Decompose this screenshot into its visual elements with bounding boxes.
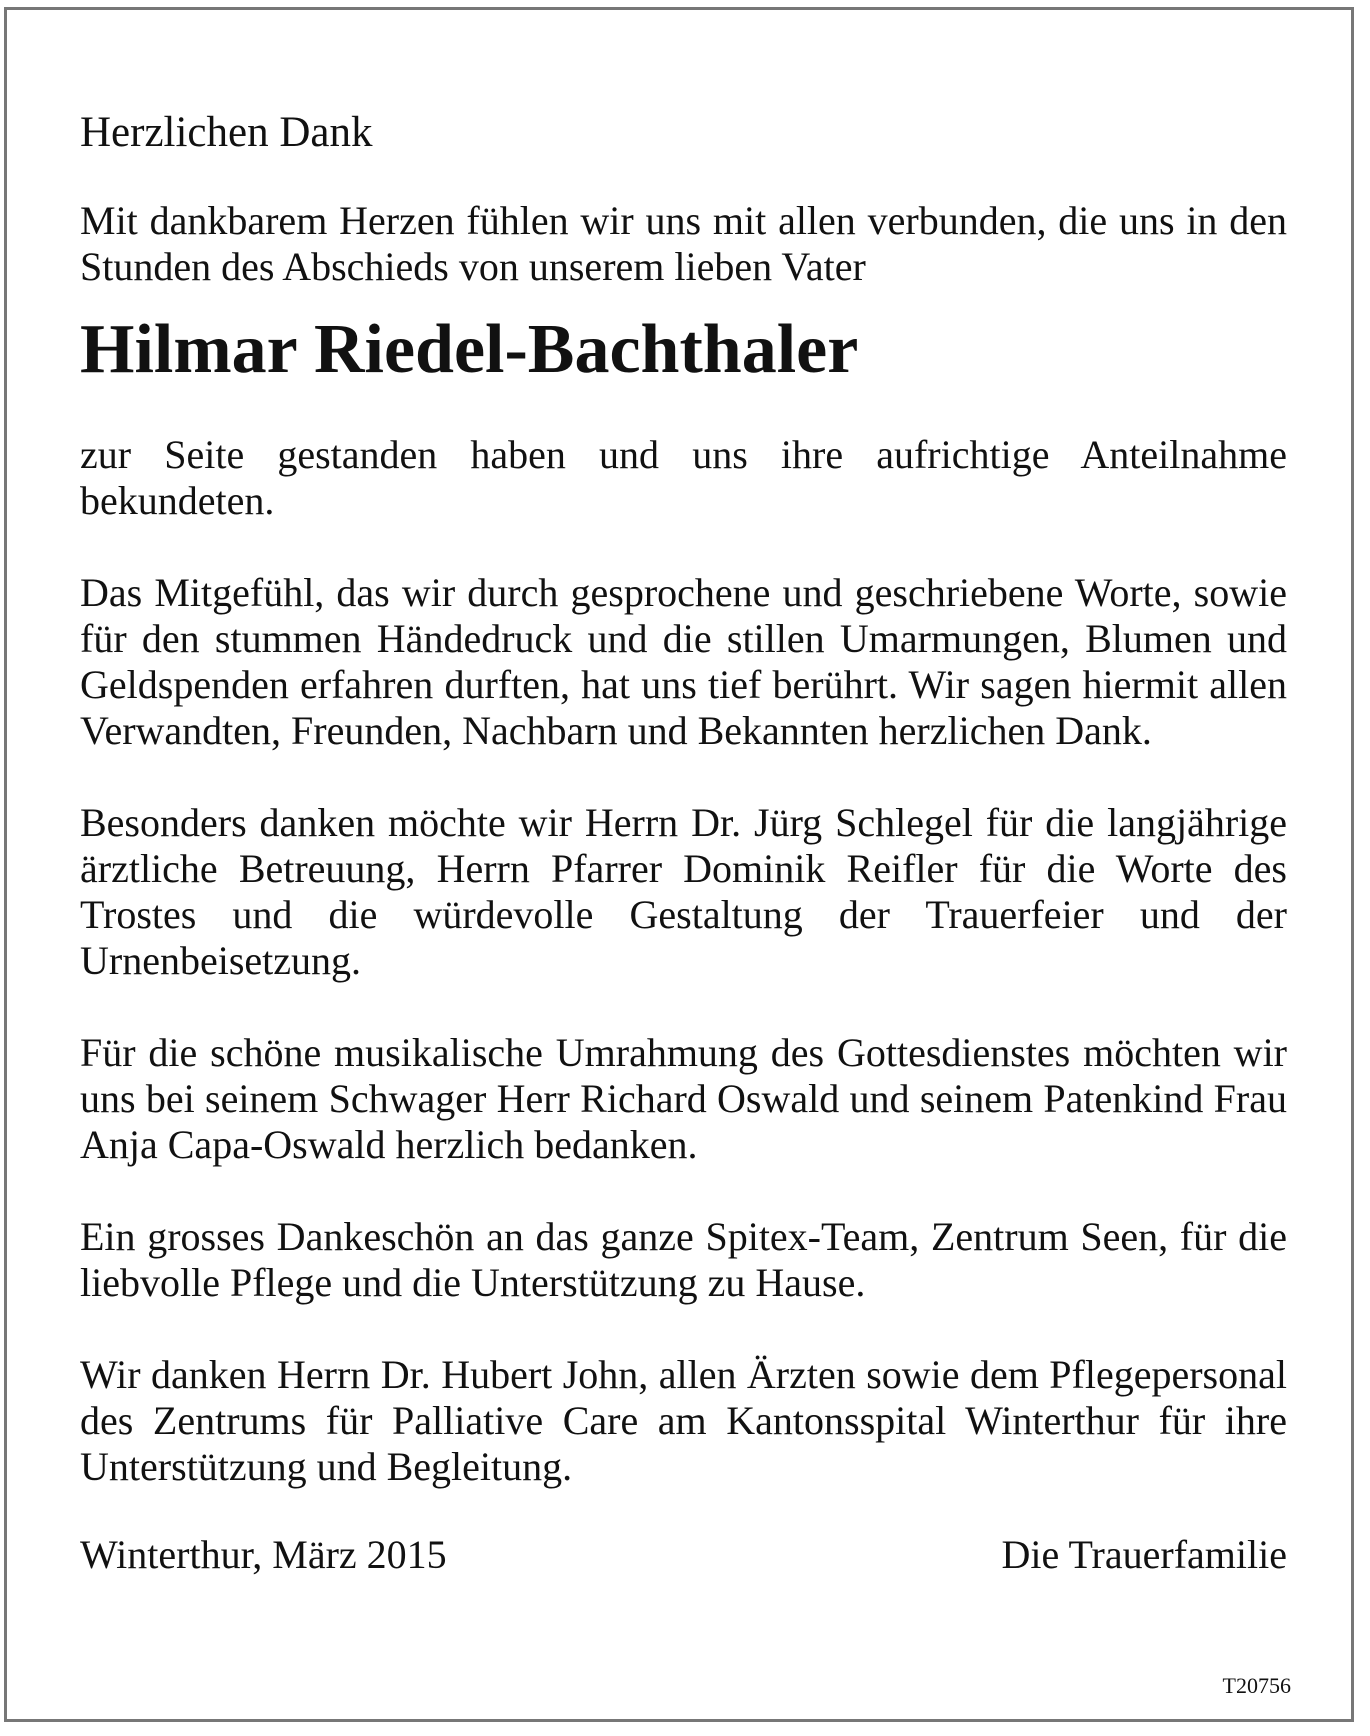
notice-content (80, 108, 1287, 1578)
paragraph-doctors: Besonders danken möchte wir Herrn Dr. Jürg Schlegel für die langjährige ärztliche Betreuung, Herrn Pfarrer Dominik Reifler für die Worte des Trostes und die würdevolle Gestaltung der Trauerfeier und der Urnenbeisetzung. (80, 800, 1287, 983)
paragraph-spitex: Ein grosses Dankeschön an das ganze Spitex-Team, Zentrum Seen, für die liebvolle Pflege und die Unterstützung zu Hause. (80, 1214, 1287, 1305)
paragraph-support: zur Seite gestanden haben und uns ihre aufrichtige Anteilnahme bekundeten. (80, 432, 1287, 523)
reference-number: T20756 (1222, 1673, 1291, 1698)
signature: Die Trauerfamilie (1001, 1532, 1287, 1577)
notice-heading: Herzlichen Dank (80, 109, 373, 156)
paragraph-palliative: Wir danken Herrn Dr. Hubert John, allen Ärzten sowie dem Pflegepersonal des Zentrums für Palliative Care am Kantonsspital Winterthur für ihre Unterstützung und Begleitung. (80, 1352, 1287, 1489)
intro-paragraph: Mit dankbarem Herzen fühlen wir uns mit allen verbunden, die uns in den Stunden des Abschieds von unserem lieben Vater (80, 198, 1287, 289)
paragraph-music: Für die schöne musikalische Umrahmung des Gottesdienstes möchten wir uns bei seinem Schwager Herr Richard Oswald und seinem Patenkind Frau Anja Capa-Oswald herzlich bedanken. (80, 1030, 1287, 1167)
notice-footer (80, 1532, 1287, 1578)
place-date: Winterthur, März 2015 (80, 1532, 447, 1577)
deceased-name: Hilmar Riedel-Bachthaler (80, 311, 859, 388)
paragraph-sympathy: Das Mitgefühl, das wir durch gesprochene und geschriebene Worte, sowie für den stummen Händedruck und die stillen Umarmungen, Blumen und Geldspenden erfahren durften, hat uns tief berührt. Wir sagen hiermit allen Verwandten, Freunden, Nachbarn und Bekannten herzlichen Dank. (80, 570, 1287, 753)
